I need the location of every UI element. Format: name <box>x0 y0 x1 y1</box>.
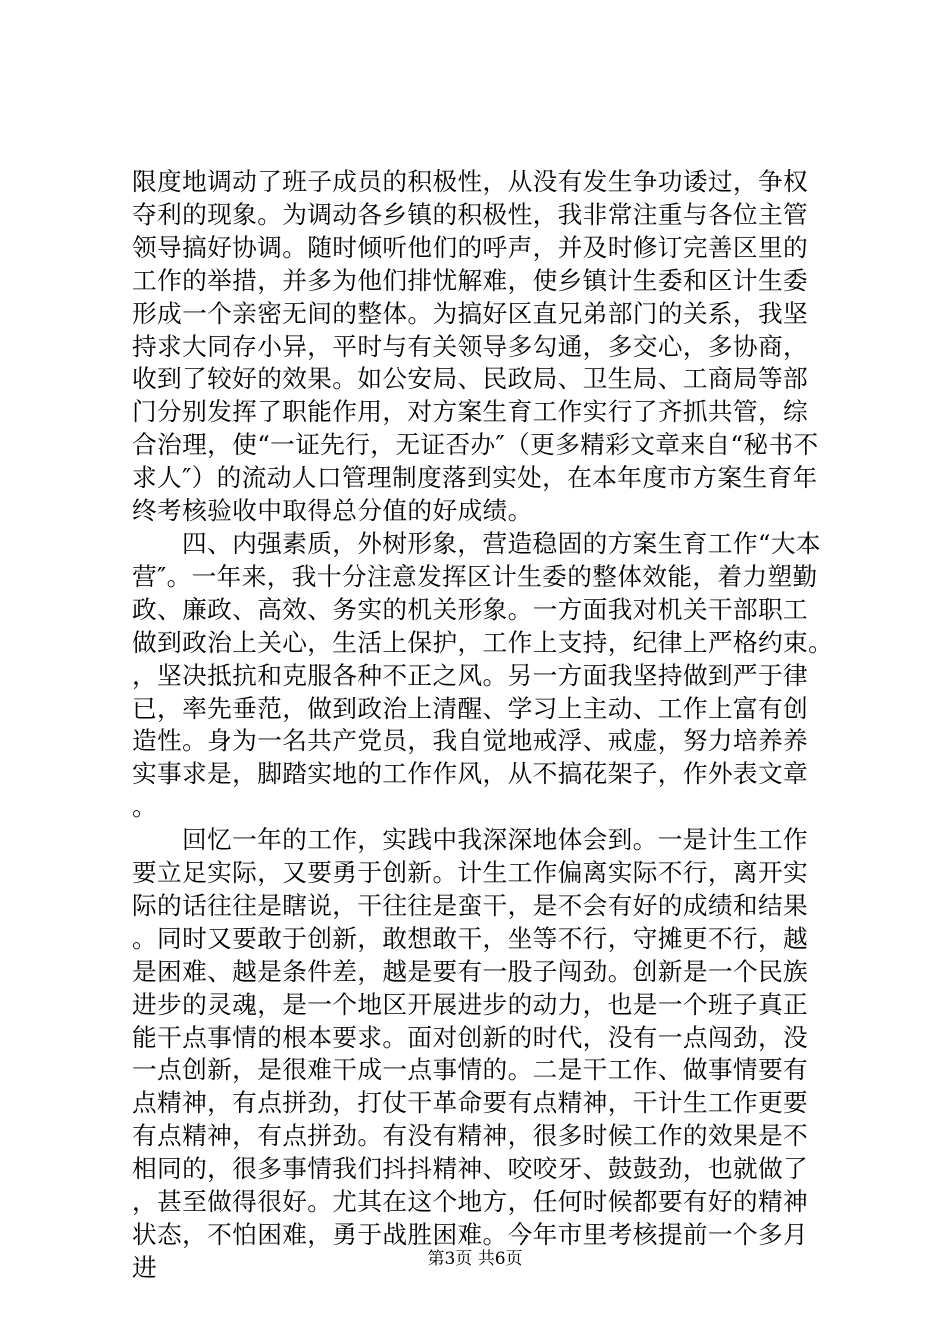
paragraph-reflection: 回忆一年的工作，实践中我深深地体会到。一是计生工作要立足实际，又要勇于创新。计生工作偏离实际不行，离开实际的话往往是瞎说，干往往是蛮干，是不会有好的成绩和结果。同时又要敢于创新，敢想敢干，坐等不行，守摊更不行，越是困难、越是条件差，越是要有一股子闯劲。创新是一个民族进步的灵魂，是一个地区开展进步的动力，也是一个班子真正能干点事情的根本要求。面对创新的时代，没有一点闯劲，没一点创新，是很难干成一点事情的。二是干工作、做事情要有点精神，有点拼劲，打仗干革命要有点精神，干计生工作更要有点精神，有点拼劲。有没有精神，很多时候工作的效果是不相同的，很多事情我们抖抖精神、咬咬牙、鼓鼓劲，也就做了，甚至做得很好。尤其在这个地方，任何时候都要有好的精神状态，不怕困难，勇于战胜困难。今年市里考核提前一个多月进 <box>132 825 809 1282</box>
page-number-footer: 第3页 共6页 <box>427 1249 523 1269</box>
paragraph-continued: 限度地调动了班子成员的积极性，从没有发生争功诿过，争权夺利的现象。为调动各乡镇的积极性，我非常注重与各位主管领导搞好协调。随时倾听他们的呼声，并及时修订完善区里的工作的举措，并多为他们排忧解难，使乡镇计生委和区计生委形成一个亲密无间的整体。为搞好区直兄弟部门的关系，我坚持求大同存小异，平时与有关领导多勾通，多交心，多协商，收到了较好的效果。如公安局、民政局、卫生局、工商局等部门分别发挥了职能作用，对方案生育工作实行了齐抓共管，综合治理，使“一证先行，无证否办″（更多精彩文章来自“秘书不求人″）的流动人口管理制度落到实处，在本年度市方案生育年终考核验收中取得总分值的好成绩。 <box>132 167 819 526</box>
document-body <box>132 166 832 1285</box>
paragraph-section-four: 四、内强素质，外树形象，营造稳固的方案生育工作“大本营″。一年来，我十分注意发挥区计生委的整体效能，着力塑勤政、廉政、高效、务实的机关形象。一方面我对机关干部职工做到政治上关心，生活上保护，工作上支持，纪律上严格约束。，坚决抵抗和克服各种不正之风。另一方面我坚持做到严于律已，率先垂范，做到政治上清醒、学习上主动、工作上富有创造性。身为一名共产党员，我自觉地戒浮、戒虚，努力培养养实事求是，脚踏实地的工作作风，从不搞花架子，作外表文章。 <box>132 528 821 822</box>
